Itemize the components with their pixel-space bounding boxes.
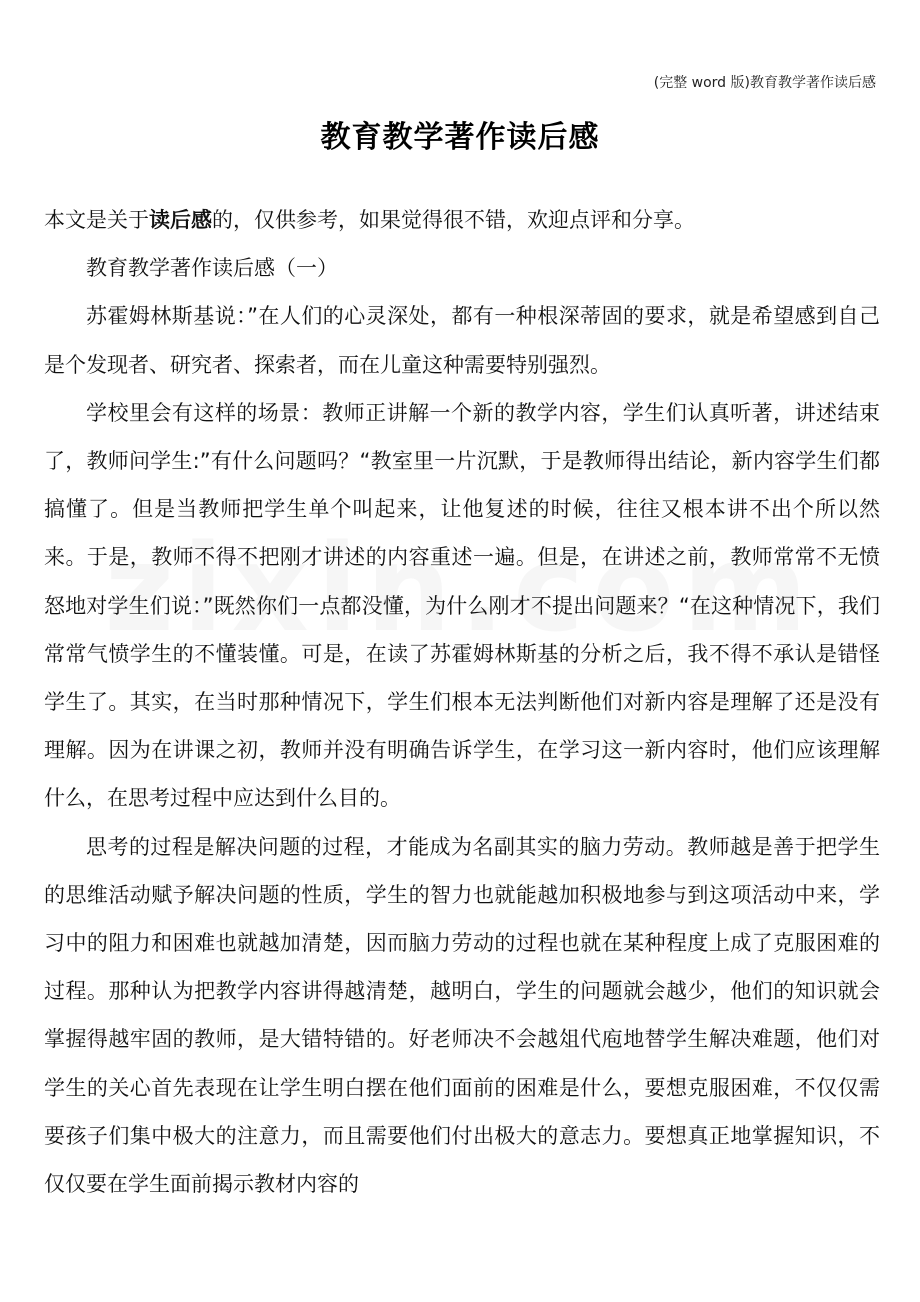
- running-header: (完整 word 版)教育教学著作读后感: [653, 75, 876, 91]
- body-paragraph-3: 思考的过程是解决问题的过程，才能成为名副其实的脑力劳动。教师越是善于把学生的思维活动赋予解决问题的性质，学生的智力也就能越加积极地参与到这项活动中来，学习中的阻力和困难也就越加清楚，因而脑力劳动的过程也就在某种程度上成了克服困难的过程。那种认为把教学内容讲得越清楚，越明白，学生的问题就会越少，他们的知识就会掌握得越牢固的教师，是大错特错的。好老师决不会越俎代庖地替学生解决难题，他们对学生的关心首先表现在让学生明白摆在他们面前的困难是什么，要想克服困难，不仅仅需要孩子们集中极大的注意力，而且需要他们付出极大的意志力。要想真正地掌握知识，不仅仅要在学生面前揭示教材内容的: [44, 834, 880, 1197]
- body-paragraph-1: 苏霍姆林斯基说：”在人们的心灵深处，都有一种根深蒂固的要求，就是希望感到自己是个发现者、研究者、探索者，而在儿童这种需要特别强烈。: [44, 304, 880, 377]
- body-paragraph-2: 学校里会有这样的场景：教师正讲解一个新的教学内容，学生们认真听著，讲述结束了，教师问学生:”有什么问题吗？“教室里一片沉默，于是教师得出结论，新内容学生们都搞懂了。但是当教师把学生单个叫起来，让他复述的时候，往往又根本讲不出个所以然来。于是，教师不得不把刚才讲述的内容重述一遍。但是，在讲述之前，教师常常不无愤怒地对学生们说：”既然你们一点都没懂，为什么刚才不提出问题来？“在这种情况下，我们常常气愤学生的不懂装懂。可是，在读了苏霍姆林斯基的分析之后，我不得不承认是错怪学生了。其实，在当时那种情况下，学生们根本无法判断他们对新内容是理解了还是没有理解。因为在讲课之初，教师并没有明确告诉学生，在学习这一新内容时，他们应该理解什么，在思考过程中应达到什么目的。: [44, 400, 880, 811]
- section-heading: 教育教学著作读后感（一）: [86, 256, 338, 281]
- intro-keyword-link[interactable]: 读后感: [149, 208, 212, 232]
- document-body: [44, 196, 880, 1208]
- intro-suffix: 的，仅供参考，如果觉得很不错，欢迎点评和分享。: [212, 208, 695, 232]
- document-title: 教育教学著作读后感: [320, 120, 600, 155]
- intro-paragraph: [44, 196, 880, 244]
- intro-prefix: 本文是关于: [44, 208, 149, 232]
